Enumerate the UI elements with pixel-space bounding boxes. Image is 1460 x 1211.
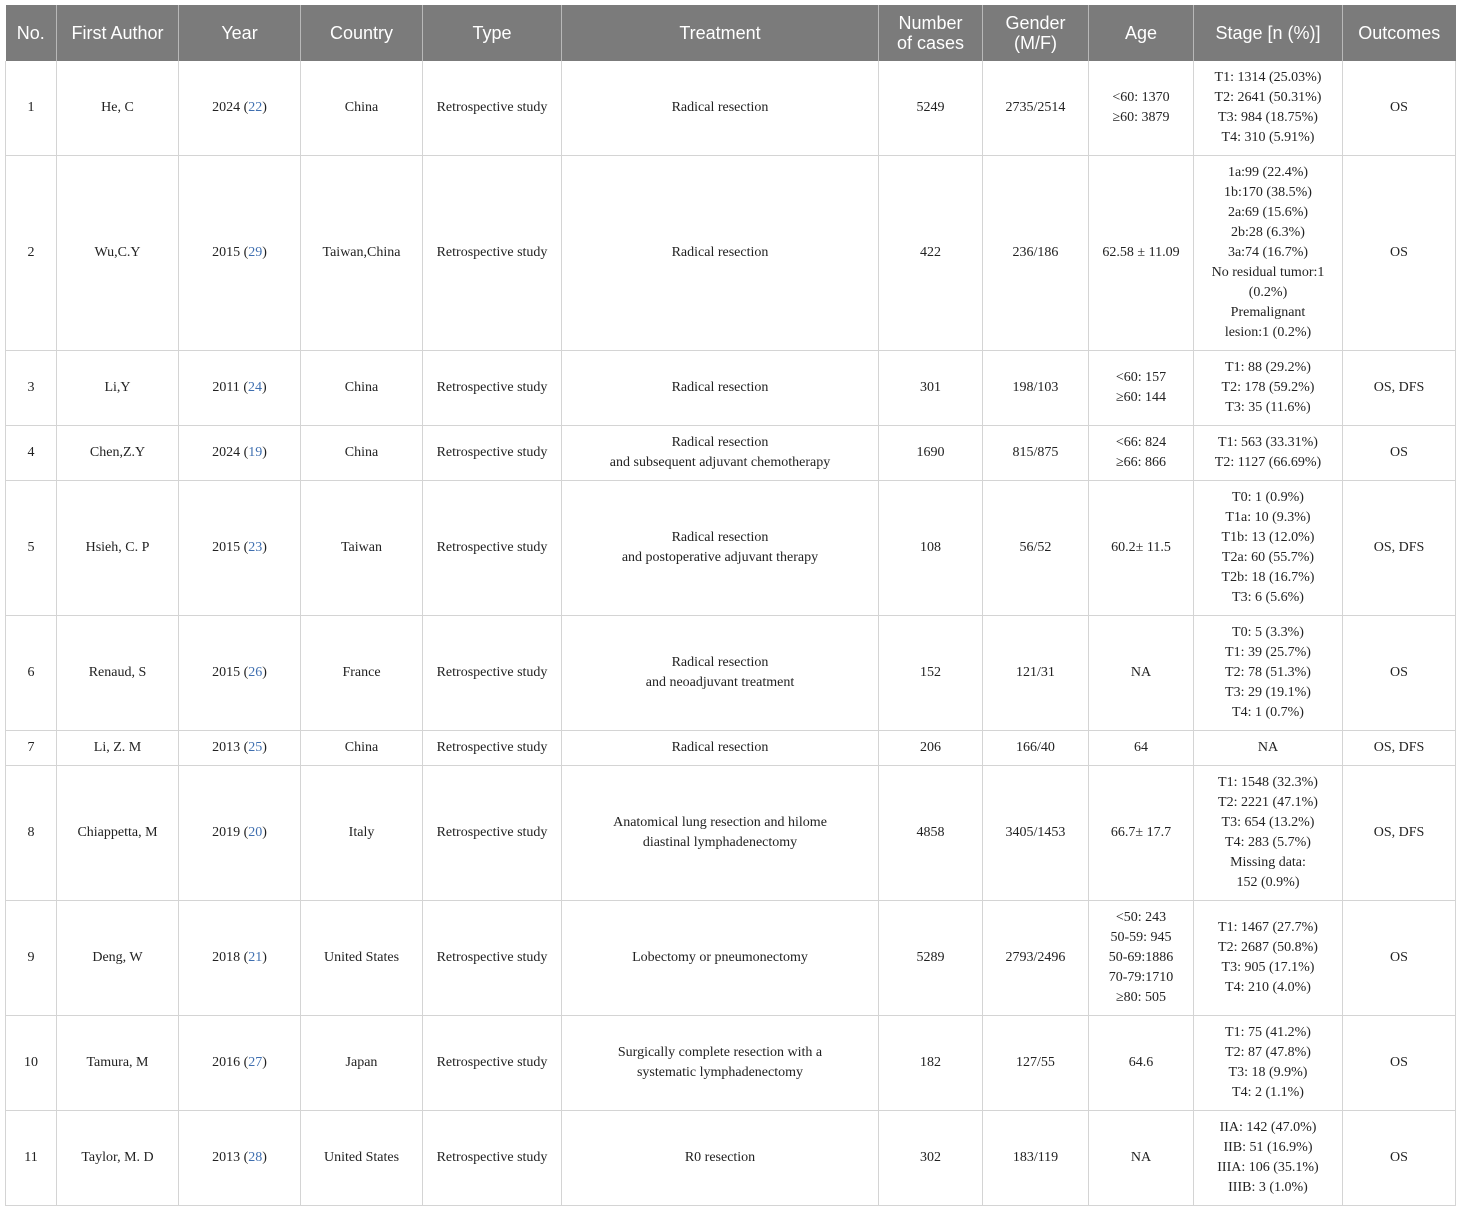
- year-value: 2011: [212, 379, 240, 395]
- cell-no-text: 2: [27, 244, 35, 260]
- cell-type-text: Retrospective study: [436, 739, 548, 755]
- cell-country-text: United States: [323, 1149, 400, 1165]
- cell-country: [301, 350, 423, 425]
- cell-number-of-cases-text: 5249: [916, 99, 945, 115]
- cell-number-of-cases: [879, 155, 983, 350]
- cell-outcomes: [1343, 1015, 1456, 1110]
- cell-age-text: 64: [1134, 739, 1148, 755]
- year-value: 2015: [212, 244, 241, 260]
- cell-country-text: France: [342, 664, 381, 680]
- cell-number-of-cases-text: 108: [920, 539, 941, 555]
- cell-type: [423, 765, 562, 900]
- cell-first-author: [57, 350, 179, 425]
- cell-country: [301, 425, 423, 480]
- cell-no-text: 10: [24, 1054, 38, 1070]
- reference-link[interactable]: 24: [247, 379, 262, 395]
- table-body: [6, 61, 1456, 1205]
- cell-type-text: Retrospective study: [436, 379, 548, 395]
- reference-link[interactable]: 26: [248, 664, 263, 680]
- table-row: [6, 155, 1456, 350]
- cell-outcomes: [1343, 480, 1456, 615]
- cell-number-of-cases-text: 206: [920, 739, 941, 755]
- cell-first-author: [57, 155, 179, 350]
- cell-treatment: [562, 900, 879, 1015]
- cell-outcomes: [1343, 61, 1456, 155]
- cell-age: [1089, 1015, 1194, 1110]
- cell-type-text: Retrospective study: [436, 824, 548, 840]
- cell-treatment: [562, 425, 879, 480]
- cell-first-author-text: Chen,Z.Y: [89, 444, 146, 460]
- cell-gender-text: 2793/2496: [1005, 949, 1066, 965]
- header-country: Country: [301, 5, 423, 61]
- header-outcomes: Outcomes: [1343, 5, 1456, 61]
- cell-no: [6, 765, 57, 900]
- cell-first-author: [57, 480, 179, 615]
- year-value: 2015: [212, 539, 241, 555]
- cell-first-author-text: Li, Z. M: [93, 739, 142, 755]
- cell-gender: [983, 155, 1089, 350]
- cell-first-author: [57, 1110, 179, 1205]
- cell-country: [301, 480, 423, 615]
- cell-outcomes-text: OS: [1390, 444, 1408, 460]
- cell-stage: [1194, 1110, 1343, 1205]
- cell-outcomes-text: OS: [1390, 244, 1408, 260]
- cell-type-text: Retrospective study: [436, 949, 548, 965]
- cell-treatment-text: Anatomical lung resection and hilome diastinal lymphadenectomy: [613, 814, 827, 850]
- cell-outcomes-text: OS: [1390, 99, 1408, 115]
- cell-outcomes: [1343, 730, 1456, 765]
- cell-first-author: [57, 615, 179, 730]
- cell-country-text: China: [344, 444, 379, 460]
- header-year: Year: [179, 5, 301, 61]
- cell-first-author-text: Chiappetta, M: [77, 824, 158, 840]
- year-value: 2024: [212, 444, 241, 460]
- cell-year: 2013 (25): [179, 730, 301, 765]
- cell-treatment: [562, 480, 879, 615]
- cell-no-text: 9: [27, 949, 35, 965]
- cell-outcomes-text: OS, DFS: [1373, 739, 1425, 755]
- reference-link[interactable]: 19: [248, 444, 263, 460]
- cell-number-of-cases: [879, 615, 983, 730]
- cell-number-of-cases-text: 5289: [916, 949, 945, 965]
- cell-age: [1089, 61, 1194, 155]
- cell-treatment-text: Radical resection and subsequent adjuvant chemotherapy: [609, 434, 831, 470]
- cell-country-text: China: [344, 99, 379, 115]
- cell-outcomes: [1343, 155, 1456, 350]
- table-row: [6, 480, 1456, 615]
- cell-first-author-text: Taylor, M. D: [81, 1149, 154, 1165]
- cell-treatment: [562, 615, 879, 730]
- cell-number-of-cases: [879, 900, 983, 1015]
- cell-number-of-cases: [879, 730, 983, 765]
- cell-number-of-cases-text: 1690: [916, 444, 945, 460]
- cell-age-text: <60: 157 ≥60: 144: [1115, 369, 1167, 405]
- cell-country-text: Italy: [348, 824, 375, 840]
- cell-age-text: <60: 1370 ≥60: 3879: [1112, 89, 1170, 125]
- header-row: [6, 5, 1456, 61]
- table-row: [6, 1015, 1456, 1110]
- reference-link[interactable]: 21: [248, 949, 263, 965]
- cell-stage-text: T1: 1467 (27.7%) T2: 2687 (50.8%) T3: 905 (17.1%) T4: 210 (4.0%): [1218, 919, 1318, 995]
- cell-age: [1089, 615, 1194, 730]
- cell-age: [1089, 350, 1194, 425]
- cell-gender-text: 198/103: [1012, 379, 1059, 395]
- cell-gender-text: 121/31: [1016, 664, 1055, 680]
- reference-link[interactable]: 20: [248, 824, 263, 840]
- cell-country-text: Japan: [345, 1054, 378, 1070]
- cell-stage-text: T1: 1314 (25.03%) T2: 2641 (50.31%) T3: 984 (18.75%) T4: 310 (5.91%): [1214, 69, 1322, 145]
- cell-age: [1089, 730, 1194, 765]
- reference-link[interactable]: 27: [248, 1054, 263, 1070]
- cell-stage-text: T1: 1548 (32.3%) T2: 2221 (47.1%) T3: 654 (13.2%) T4: 283 (5.7%) Missing data: 152 (0.9%): [1218, 774, 1318, 890]
- cell-first-author-text: Wu,C.Y: [94, 244, 141, 260]
- cell-stage: [1194, 900, 1343, 1015]
- cell-stage-text: 1a:99 (22.4%) 1b:170 (38.5%) 2a:69 (15.6%) 2b:28 (6.3%) 3a:74 (16.7%) No residual tumor:1 (0.2%) Premalignant lesion:1 (0.2%): [1211, 164, 1325, 340]
- cell-age-text: NA: [1130, 664, 1152, 680]
- cell-number-of-cases-text: 182: [920, 1054, 941, 1070]
- cell-year: 2015 (29): [179, 155, 301, 350]
- cell-stage: [1194, 61, 1343, 155]
- cell-treatment: [562, 730, 879, 765]
- cell-type: [423, 61, 562, 155]
- year-value: 2024: [212, 99, 241, 115]
- cell-gender: [983, 61, 1089, 155]
- cell-stage-text: T0: 5 (3.3%) T1: 39 (25.7%) T2: 78 (51.3%) T3: 29 (19.1%) T4: 1 (0.7%): [1225, 624, 1311, 720]
- year-value: 2018: [212, 949, 241, 965]
- cell-year: 2015 (26): [179, 615, 301, 730]
- cell-treatment: [562, 350, 879, 425]
- cell-no: [6, 350, 57, 425]
- cell-treatment-text: Radical resection and postoperative adjuvant therapy: [621, 529, 819, 565]
- cell-number-of-cases: [879, 425, 983, 480]
- cell-stage: [1194, 425, 1343, 480]
- reference-link[interactable]: 29: [248, 244, 263, 260]
- cell-treatment: [562, 61, 879, 155]
- cell-stage: [1194, 1015, 1343, 1110]
- cell-year: 2018 (21): [179, 900, 301, 1015]
- cell-age: [1089, 155, 1194, 350]
- cell-outcomes: [1343, 615, 1456, 730]
- header-stage: Stage [n (%)]: [1194, 5, 1343, 61]
- reference-link[interactable]: 23: [248, 539, 263, 555]
- cell-year: 2024 (22): [179, 61, 301, 155]
- cell-outcomes-text: OS, DFS: [1373, 539, 1425, 555]
- cell-no-text: 1: [27, 99, 35, 115]
- cell-treatment-text: Radical resection: [671, 739, 769, 755]
- cell-year: 2011 (24): [179, 350, 301, 425]
- cell-treatment: [562, 1110, 879, 1205]
- cell-treatment: [562, 765, 879, 900]
- cell-no-text: 3: [27, 379, 35, 395]
- year-value: 2019: [212, 824, 241, 840]
- cell-number-of-cases: [879, 61, 983, 155]
- cell-age-text: 66.7± 17.7: [1110, 824, 1172, 840]
- cell-stage: [1194, 615, 1343, 730]
- cell-age-text: <66: 824 ≥66: 866: [1115, 434, 1167, 470]
- cell-no: [6, 1015, 57, 1110]
- cell-gender: [983, 350, 1089, 425]
- cell-type: [423, 480, 562, 615]
- cell-type: [423, 425, 562, 480]
- cell-first-author-text: Deng, W: [92, 949, 143, 965]
- cell-year: 2024 (19): [179, 425, 301, 480]
- cell-stage-text: T1: 88 (29.2%) T2: 178 (59.2%) T3: 35 (11.6%): [1221, 359, 1315, 415]
- cell-gender: [983, 1015, 1089, 1110]
- cell-outcomes-text: OS: [1390, 664, 1408, 680]
- reference-link[interactable]: 25: [248, 739, 263, 755]
- cell-no: [6, 480, 57, 615]
- cell-outcomes: [1343, 765, 1456, 900]
- cell-treatment: [562, 1015, 879, 1110]
- cell-type-text: Retrospective study: [436, 444, 548, 460]
- table-row: [6, 425, 1456, 480]
- cell-first-author: [57, 765, 179, 900]
- table-row: [6, 765, 1456, 900]
- cell-no-text: 11: [24, 1149, 38, 1165]
- cell-gender-text: 3405/1453: [1005, 824, 1066, 840]
- cell-outcomes-text: OS: [1390, 1054, 1408, 1070]
- cell-outcomes: [1343, 1110, 1456, 1205]
- cell-type: [423, 730, 562, 765]
- cell-no: [6, 730, 57, 765]
- cell-number-of-cases: [879, 480, 983, 615]
- cell-type-text: Retrospective study: [436, 244, 548, 260]
- header-first-author: First Author: [57, 5, 179, 61]
- cell-country-text: China: [344, 739, 379, 755]
- cell-age: [1089, 425, 1194, 480]
- header-no: No.: [6, 5, 57, 61]
- cell-number-of-cases-text: 4858: [916, 824, 945, 840]
- cell-treatment-text: Surgically complete resection with a systematic lymphadenectomy: [617, 1044, 823, 1080]
- cell-year: 2013 (28): [179, 1110, 301, 1205]
- cell-country-text: United States: [323, 949, 400, 965]
- cell-age: [1089, 480, 1194, 615]
- cell-number-of-cases: [879, 1015, 983, 1110]
- cell-number-of-cases: [879, 1110, 983, 1205]
- cell-country: [301, 765, 423, 900]
- cell-stage-text: IIA: 142 (47.0%) IIB: 51 (16.9%) IIIA: 106 (35.1%) IIIB: 3 (1.0%): [1217, 1119, 1319, 1195]
- cell-outcomes-text: OS, DFS: [1373, 824, 1425, 840]
- cell-gender-text: 127/55: [1016, 1054, 1055, 1070]
- reference-link[interactable]: 28: [248, 1149, 263, 1165]
- cell-age: [1089, 765, 1194, 900]
- cell-country: [301, 61, 423, 155]
- header-age: Age: [1089, 5, 1194, 61]
- cell-country: [301, 730, 423, 765]
- table-row: [6, 615, 1456, 730]
- cell-gender-text: 183/119: [1012, 1149, 1059, 1165]
- header-type: Type: [423, 5, 562, 61]
- cell-treatment-text: Radical resection: [671, 99, 769, 115]
- cell-stage: [1194, 765, 1343, 900]
- header-gender: Gender (M/F): [983, 5, 1089, 61]
- cell-gender-text: 166/40: [1016, 739, 1055, 755]
- table-row: [6, 61, 1456, 155]
- cell-type: [423, 1110, 562, 1205]
- cell-country: [301, 615, 423, 730]
- cell-first-author: [57, 61, 179, 155]
- cell-treatment: [562, 155, 879, 350]
- cell-country: [301, 900, 423, 1015]
- cell-gender-text: 815/875: [1012, 444, 1059, 460]
- cell-year: 2015 (23): [179, 480, 301, 615]
- year-value: 2013: [212, 1149, 241, 1165]
- cell-no-text: 4: [27, 444, 35, 460]
- cell-gender: [983, 615, 1089, 730]
- cell-gender-text: 2735/2514: [1005, 99, 1066, 115]
- cell-country: [301, 1110, 423, 1205]
- cell-gender: [983, 480, 1089, 615]
- cell-gender: [983, 730, 1089, 765]
- cell-type-text: Retrospective study: [436, 1149, 548, 1165]
- cell-country-text: China: [344, 379, 379, 395]
- cell-outcomes-text: OS, DFS: [1373, 379, 1425, 395]
- cell-first-author-text: Li,Y: [104, 379, 131, 395]
- cell-no: [6, 615, 57, 730]
- cell-no: [6, 900, 57, 1015]
- cell-stage: [1194, 155, 1343, 350]
- cell-stage-text: T1: 75 (41.2%) T2: 87 (47.8%) T3: 18 (9.9%) T4: 2 (1.1%): [1225, 1024, 1311, 1100]
- cell-no-text: 6: [27, 664, 35, 680]
- cell-age-text: 64.6: [1128, 1054, 1154, 1070]
- cell-country: [301, 155, 423, 350]
- cell-number-of-cases-text: 302: [920, 1149, 941, 1165]
- cell-stage: [1194, 480, 1343, 615]
- cell-no: [6, 155, 57, 350]
- header-treatment: Treatment: [562, 5, 879, 61]
- cell-type: [423, 615, 562, 730]
- cell-stage-text: T1: 563 (33.31%) T2: 1127 (66.69%): [1214, 434, 1322, 470]
- cell-gender: [983, 425, 1089, 480]
- table-row: [6, 730, 1456, 765]
- cell-treatment-text: Radical resection: [671, 244, 769, 260]
- cell-no: [6, 1110, 57, 1205]
- cell-gender: [983, 900, 1089, 1015]
- cell-first-author-text: Tamura, M: [86, 1054, 149, 1070]
- cell-no-text: 5: [27, 539, 35, 555]
- cell-age-text: <50: 243 50-59: 945 50-69:1886 70-79:1710 ≥80: 505: [1108, 909, 1174, 1005]
- year-value: 2015: [212, 664, 241, 680]
- cell-country: [301, 1015, 423, 1110]
- cell-number-of-cases-text: 152: [920, 664, 941, 680]
- cell-outcomes-text: OS: [1390, 949, 1408, 965]
- cell-no-text: 7: [27, 739, 35, 755]
- cell-age-text: 60.2± 11.5: [1111, 539, 1171, 555]
- cell-stage: [1194, 730, 1343, 765]
- year-value: 2013: [212, 739, 241, 755]
- cell-country-text: Taiwan: [340, 539, 382, 555]
- cell-age: [1089, 1110, 1194, 1205]
- table-row: [6, 900, 1456, 1015]
- cell-treatment-text: Radical resection: [671, 379, 769, 395]
- cell-no: [6, 425, 57, 480]
- cell-outcomes: [1343, 425, 1456, 480]
- cell-age: [1089, 900, 1194, 1015]
- cell-type-text: Retrospective study: [436, 1054, 548, 1070]
- cell-number-of-cases-text: 422: [920, 244, 941, 260]
- cell-country-text: Taiwan,China: [322, 244, 401, 260]
- cell-outcomes: [1343, 900, 1456, 1015]
- cell-number-of-cases: [879, 350, 983, 425]
- cell-treatment-text: Radical resection and neoadjuvant treatment: [645, 654, 795, 690]
- cell-gender: [983, 765, 1089, 900]
- cell-type-text: Retrospective study: [436, 539, 548, 555]
- cell-number-of-cases: [879, 765, 983, 900]
- table-row: [6, 350, 1456, 425]
- cell-type: [423, 1015, 562, 1110]
- cell-type: [423, 155, 562, 350]
- year-value: 2016: [212, 1054, 241, 1070]
- cell-stage-text: T0: 1 (0.9%) T1a: 10 (9.3%) T1b: 13 (12.0%) T2a: 60 (55.7%) T2b: 18 (16.7%) T3: 6 (5.6%): [1221, 489, 1315, 605]
- cell-gender-text: 236/186: [1012, 244, 1059, 260]
- cell-gender-text: 56/52: [1019, 539, 1052, 555]
- cell-first-author-text: Renaud, S: [88, 664, 147, 680]
- cell-age-text: 62.58 ± 11.09: [1102, 244, 1180, 260]
- cell-type-text: Retrospective study: [436, 664, 548, 680]
- cell-type-text: Retrospective study: [436, 99, 548, 115]
- cell-treatment-text: R0 resection: [684, 1149, 756, 1165]
- studies-table: [5, 5, 1456, 1206]
- cell-outcomes: [1343, 350, 1456, 425]
- cell-first-author: [57, 900, 179, 1015]
- cell-type: [423, 350, 562, 425]
- cell-first-author-text: He, C: [101, 99, 134, 115]
- cell-year: 2019 (20): [179, 765, 301, 900]
- cell-year: 2016 (27): [179, 1015, 301, 1110]
- reference-link[interactable]: 22: [248, 99, 263, 115]
- cell-age-text: NA: [1130, 1149, 1152, 1165]
- cell-first-author: [57, 425, 179, 480]
- cell-first-author-text: Hsieh, C. P: [85, 539, 150, 555]
- cell-first-author: [57, 1015, 179, 1110]
- table-row: [6, 1110, 1456, 1205]
- cell-type: [423, 900, 562, 1015]
- cell-first-author: [57, 730, 179, 765]
- cell-number-of-cases-text: 301: [920, 379, 941, 395]
- cell-stage: [1194, 350, 1343, 425]
- cell-stage-text: NA: [1257, 739, 1279, 755]
- cell-no: [6, 61, 57, 155]
- cell-outcomes-text: OS: [1390, 1149, 1408, 1165]
- cell-treatment-text: Lobectomy or pneumonectomy: [632, 949, 808, 965]
- cell-no-text: 8: [27, 824, 35, 840]
- header-number-of-cases: Number of cases: [879, 5, 983, 61]
- cell-gender: [983, 1110, 1089, 1205]
